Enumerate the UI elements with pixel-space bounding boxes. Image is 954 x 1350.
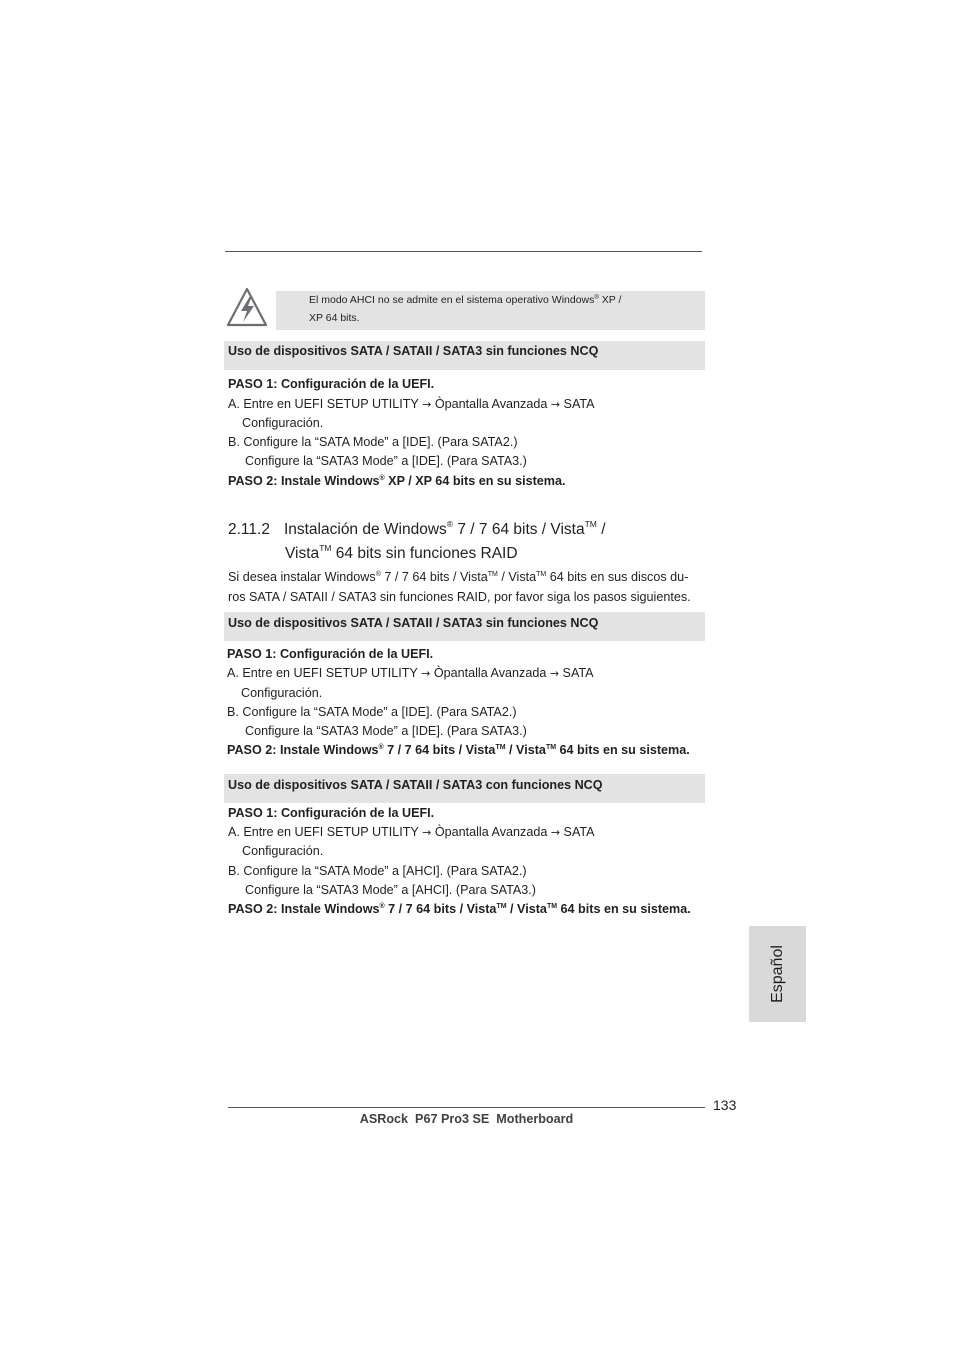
arrow-right-icon: → bbox=[549, 667, 560, 680]
block1-b1: B. Configure la “SATA Mode” a [IDE]. (Para SATA2.) bbox=[228, 435, 518, 449]
warning-icon bbox=[226, 287, 268, 327]
block1-header: Uso de dispositivos SATA / SATAII / SATA3 sin funciones NCQ bbox=[228, 344, 599, 358]
section-intro-1: Si desea instalar Windows® 7 / 7 64 bits / Vista™ / Vista™ 64 bits en sus discos du- bbox=[228, 570, 689, 584]
footer-product: ASRock P67 Pro3 SE Motherboard bbox=[359, 1112, 574, 1126]
block1-step1: PASO 1: Configuración de la UEFI. bbox=[228, 377, 435, 391]
section-number: 2.11.2 bbox=[228, 521, 270, 538]
block1-a2: Configuración. bbox=[242, 416, 324, 430]
page-number: 133 bbox=[713, 1097, 737, 1113]
block3-header: Uso de dispositivos SATA / SATAII / SATA3 con funciones NCQ bbox=[228, 778, 603, 792]
block3-a1: A. Entre en UEFI SETUP UTILITY → Òpantalla Avanzada → SATA bbox=[228, 825, 595, 839]
block1-step2: PASO 2: Instale Windows® XP / XP 64 bits en su sistema. bbox=[228, 474, 566, 488]
arrow-right-icon: → bbox=[422, 398, 432, 411]
block1-a1: A. Entre en UEFI SETUP UTILITY → Òpantalla Avanzada → SATA bbox=[228, 397, 595, 411]
section-heading-line-1: 2.11.2 Instalación de Windows® 7 / 7 64 bits / Vista™ / bbox=[228, 519, 606, 538]
block3-b2: Configure la “SATA3 Mode” a [AHCI]. (Para SATA3.) bbox=[245, 883, 536, 897]
note-line-2: XP 64 bits. bbox=[309, 312, 360, 324]
block1-b2: Configure la “SATA3 Mode” a [IDE]. (Para SATA3.) bbox=[245, 454, 527, 468]
block3-a2: Configuración. bbox=[242, 844, 324, 858]
block2-step1: PASO 1: Configuración de la UEFI. bbox=[227, 647, 434, 661]
block3-b1: B. Configure la “SATA Mode” a [AHCI]. (Para SATA2.) bbox=[228, 864, 527, 878]
block3-step2: PASO 2: Instale Windows® 7 / 7 64 bits / Vista™ / Vista™ 64 bits en su sistema. bbox=[228, 902, 691, 916]
arrow-right-icon: → bbox=[422, 826, 432, 839]
note-line-1: El modo AHCI no se admite en el sistema operativo Windows® XP / bbox=[309, 294, 622, 306]
block2-step2: PASO 2: Instale Windows® 7 / 7 64 bits / Vista™ / Vista™ 64 bits en su sistema. bbox=[227, 743, 690, 757]
top-rule bbox=[225, 251, 702, 252]
language-side-tab-label: Español bbox=[768, 945, 786, 1003]
block2-a2: Configuración. bbox=[241, 686, 323, 700]
block3-step1: PASO 1: Configuración de la UEFI. bbox=[228, 806, 435, 820]
arrow-right-icon: → bbox=[421, 667, 431, 680]
section-heading-line-2: Vista™ 64 bits sin funciones RAID bbox=[285, 543, 518, 562]
section-intro-2: ros SATA / SATAII / SATA3 sin funciones RAID, por favor siga los pasos siguientes. bbox=[228, 590, 691, 604]
block2-header: Uso de dispositivos SATA / SATAII / SATA3 sin funciones NCQ bbox=[228, 616, 599, 630]
footer-rule bbox=[228, 1107, 705, 1108]
arrow-right-icon: → bbox=[550, 826, 561, 839]
block2-b2: Configure la “SATA3 Mode” a [IDE]. (Para SATA3.) bbox=[245, 724, 527, 738]
arrow-right-icon: → bbox=[550, 398, 561, 411]
block2-b1: B. Configure la “SATA Mode” a [IDE]. (Para SATA2.) bbox=[227, 705, 517, 719]
language-side-tab bbox=[749, 926, 806, 1022]
block2-a1: A. Entre en UEFI SETUP UTILITY → Òpantalla Avanzada → SATA bbox=[227, 666, 594, 680]
